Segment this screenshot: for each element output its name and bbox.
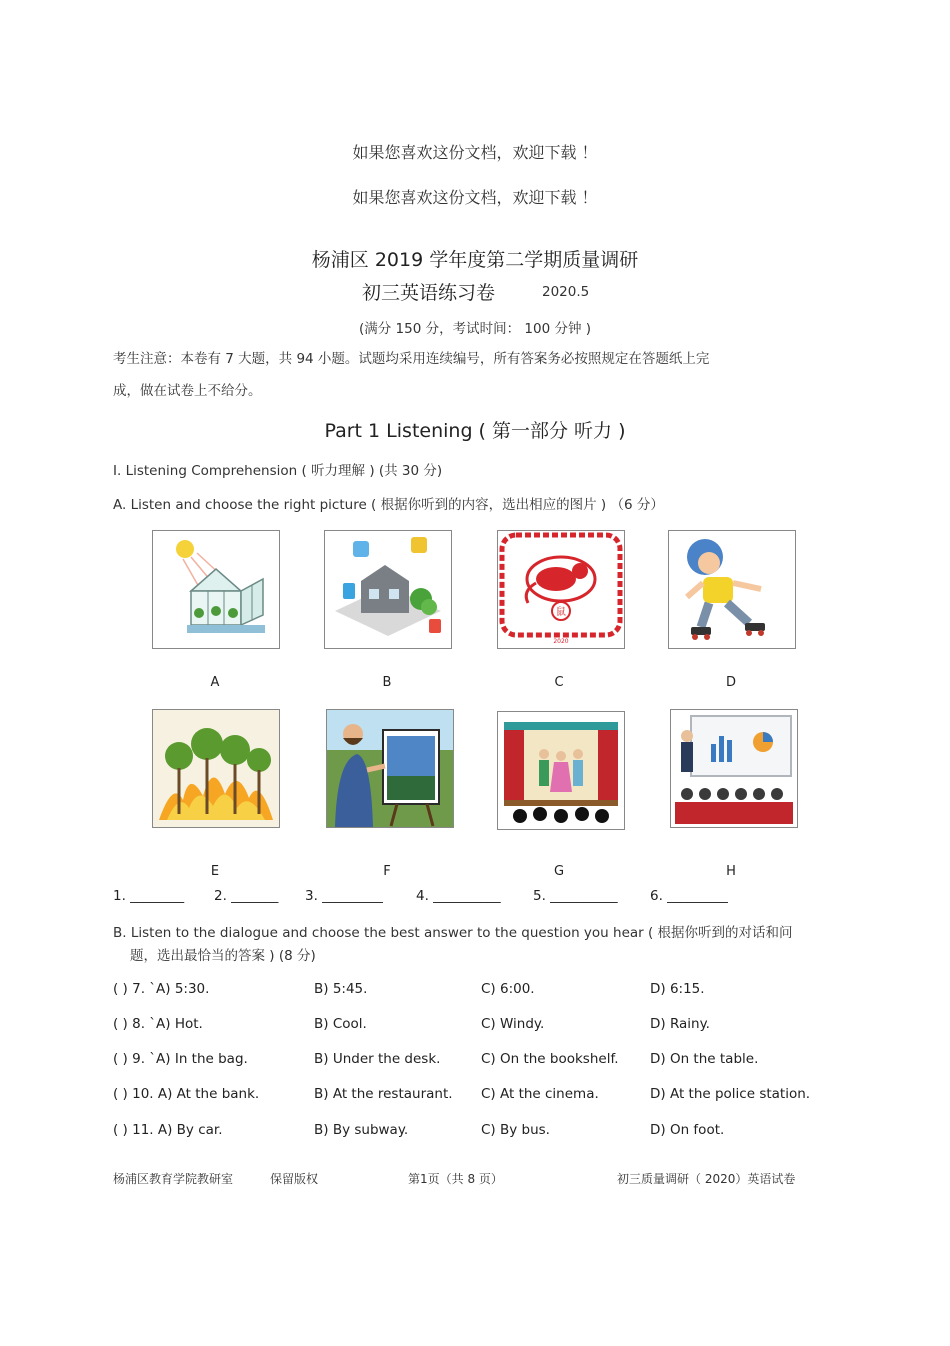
sectionB-heading-line-1: B. Listen to the dialogue and choose the best answer to the question you hear ( 根据你听到的对话和问	[113, 925, 793, 941]
answer-blank-5[interactable]: 5. __________	[533, 888, 618, 904]
question-11-a[interactable]: ( ) 11. A) By car.	[113, 1122, 223, 1138]
painter-icon	[326, 709, 454, 828]
picture-letter-h: H	[726, 864, 736, 879]
skater-boy-icon	[668, 530, 796, 649]
question-8-c[interactable]: C) Windy.	[481, 1016, 545, 1032]
sectionA-heading: A. Listen and choose the right picture ( 根据你听到的内容，选出相应的图片 ) （6 分）	[113, 497, 664, 513]
part1-heading: Part 1 Listening ( 第一部分 听力 )	[324, 420, 626, 442]
picture-letter-f: F	[383, 864, 391, 879]
exam-title: 杨浦区 2019 学年度第二学期质量调研	[311, 249, 639, 271]
question-10-b[interactable]: B) At the restaurant.	[314, 1086, 453, 1102]
question-9-c[interactable]: C) On the bookshelf.	[481, 1051, 619, 1067]
question-7-a[interactable]: ( ) 7. `A) 5:30.	[113, 981, 210, 997]
sectionB-heading-line-2: 题，选出最恰当的答案 ) (8 分)	[130, 948, 316, 964]
footer-copyright: 保留版权	[270, 1172, 319, 1186]
paper-cut-rat-icon	[497, 530, 625, 649]
forest-fire-icon	[152, 709, 280, 828]
picture-letter-a: A	[210, 675, 220, 690]
answer-blank-3[interactable]: 3. _________	[305, 888, 383, 904]
greenhouse-icon	[152, 530, 280, 649]
presentation-icon	[670, 709, 798, 828]
answer-blank-1[interactable]: 1. ________	[113, 888, 185, 904]
answer-blank-2[interactable]: 2. _______	[214, 888, 279, 904]
question-9-a[interactable]: ( ) 9. `A) In the bag.	[113, 1051, 248, 1067]
theater-stage-icon	[497, 711, 625, 830]
question-7-d[interactable]: D) 6:15.	[650, 981, 705, 997]
footer-page-number: 第1页（共 8 页）	[408, 1172, 503, 1186]
exam-subtitle: 初三英语练习卷	[362, 282, 496, 304]
question-11-c[interactable]: C) By bus.	[481, 1122, 550, 1138]
picture-letter-d: D	[725, 675, 736, 690]
promo-line-2: 如果您喜欢这份文档，欢迎下载 ！	[352, 188, 598, 207]
footer-exam-name: 初三质量调研（ 2020）英语试卷	[617, 1172, 796, 1186]
picture-letter-g: G	[553, 864, 565, 879]
question-9-b[interactable]: B) Under the desk.	[314, 1051, 441, 1067]
question-7-b[interactable]: B) 5:45.	[314, 981, 368, 997]
section1-heading: I. Listening Comprehension ( 听力理解 ) (共 30 分)	[113, 463, 443, 479]
picture-letter-e: E	[210, 864, 220, 879]
smart-house-icon	[324, 530, 452, 649]
exam-meta: (满分 150 分，考试时间： 100 分钟 )	[358, 321, 592, 337]
picture-letter-c: C	[554, 675, 564, 690]
notice-line-2: 成，做在试卷上不给分。	[113, 383, 262, 399]
question-8-a[interactable]: ( ) 8. `A) Hot.	[113, 1016, 203, 1032]
notice-line-1: 考生注意：本卷有 7 大题，共 94 小题。试题均采用连续编号，所有答案务必按照规定在答题纸上完	[113, 351, 710, 367]
question-10-d[interactable]: D) At the police station.	[650, 1086, 811, 1102]
exam-date: 2020.5	[542, 284, 590, 300]
question-11-b[interactable]: B) By subway.	[314, 1122, 409, 1138]
promo-line-1: 如果您喜欢这份文档，欢迎下载 ！	[352, 143, 598, 162]
question-7-c[interactable]: C) 6:00.	[481, 981, 535, 997]
answer-blank-6[interactable]: 6. _________	[650, 888, 728, 904]
picture-letter-b: B	[382, 675, 392, 690]
answer-blank-4[interactable]: 4. __________	[416, 888, 501, 904]
question-8-d[interactable]: D) Rainy.	[650, 1016, 710, 1032]
svg-text:2020: 2020	[553, 638, 569, 645]
question-9-d[interactable]: D) On the table.	[650, 1051, 759, 1067]
question-8-b[interactable]: B) Cool.	[314, 1016, 367, 1032]
question-10-c[interactable]: C) At the cinema.	[481, 1086, 599, 1102]
footer-publisher: 杨浦区教育学院教研室	[113, 1172, 234, 1186]
question-11-d[interactable]: D) On foot.	[650, 1122, 725, 1138]
question-10-a[interactable]: ( ) 10. A) At the bank.	[113, 1086, 260, 1102]
svg-text:鼠: 鼠	[556, 607, 566, 618]
